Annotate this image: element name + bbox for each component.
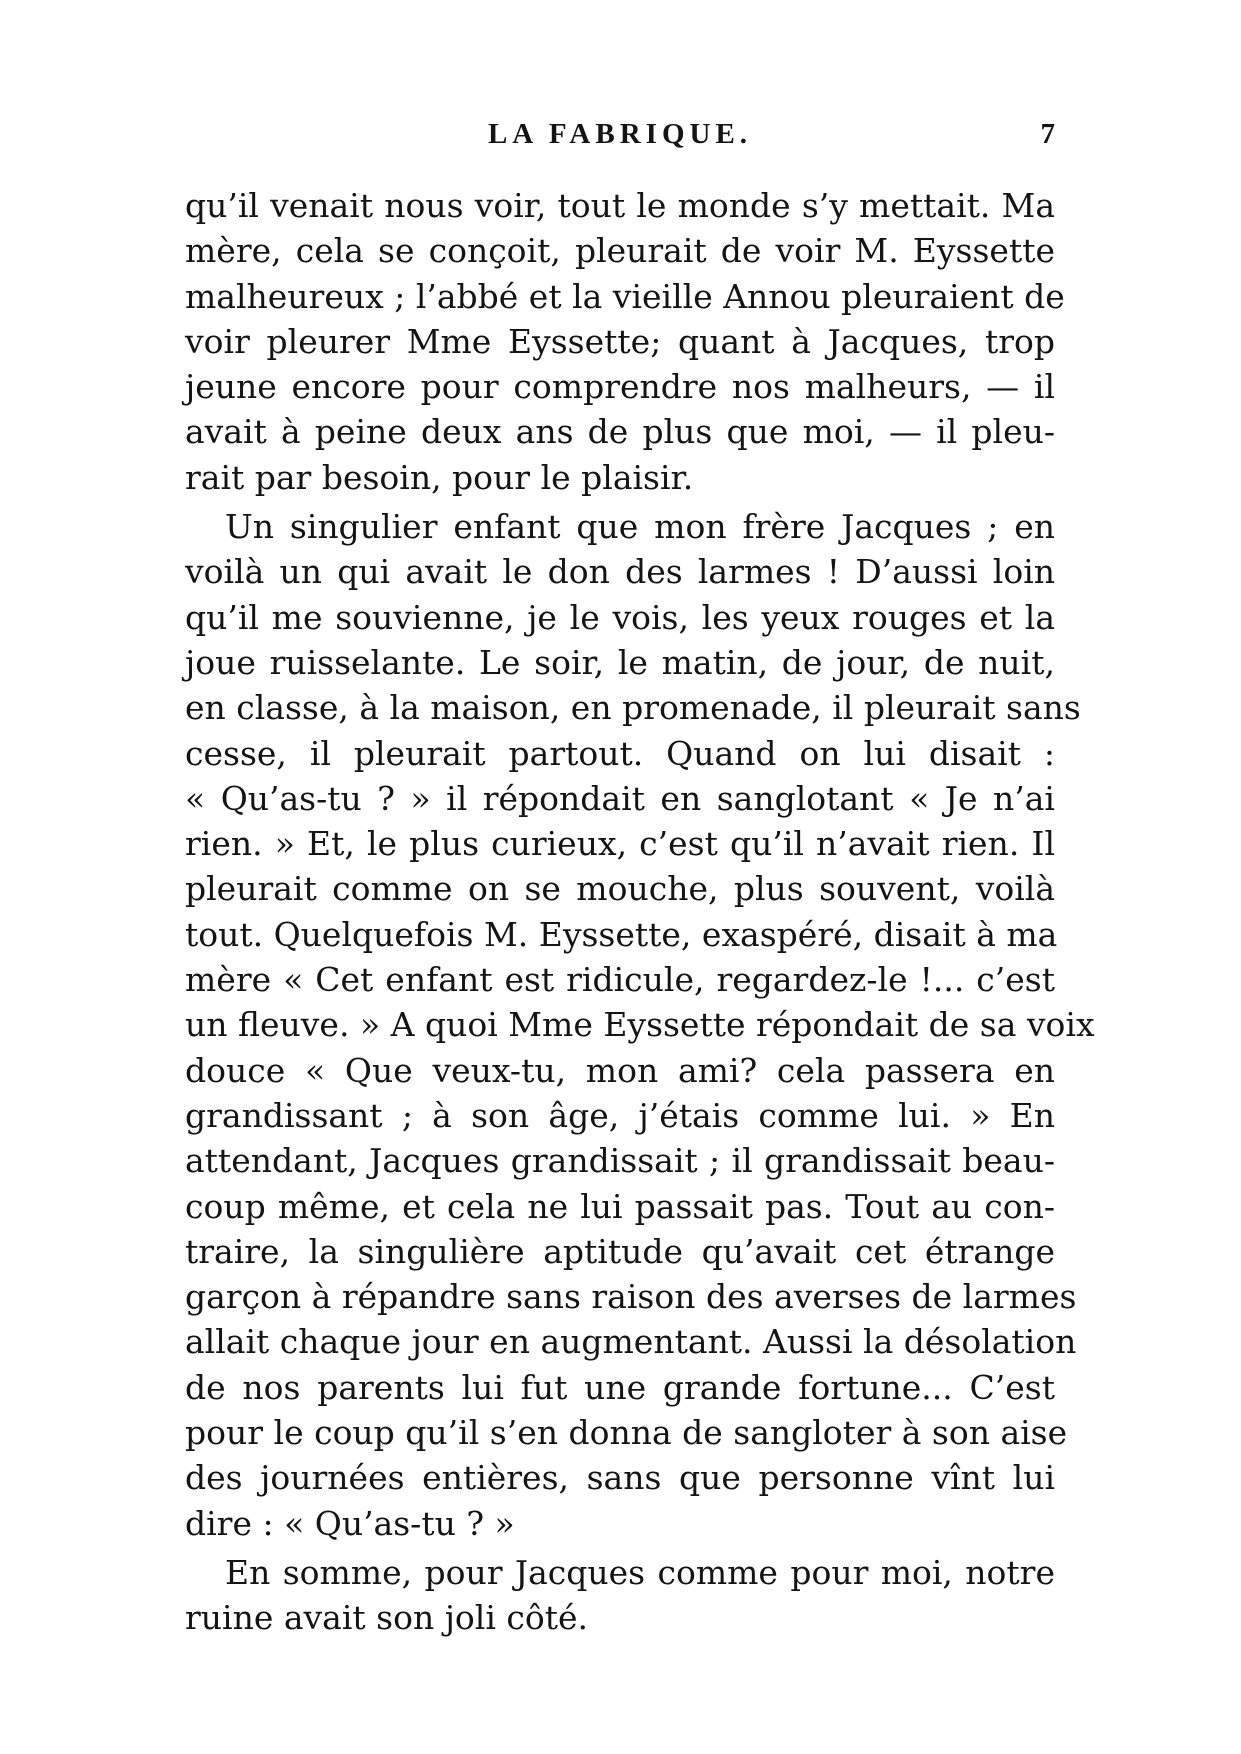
text-line: qu’il me souvienne, je le vois, les yeux rouges et la [185, 597, 1055, 637]
text-line: rien. » Et, le plus curieux, c’est qu’il n’avait rien. Il [185, 824, 1055, 864]
text-line: voir pleurer Mme Eyssette; quant à Jacques, trop [185, 321, 1055, 361]
text-line: un fleuve. » A quoi Mme Eyssette répondait de sa voix [185, 1005, 1095, 1045]
running-head [185, 118, 1055, 158]
text-line: voilà un qui avait le don des larmes ! D’aussi loin [185, 552, 1055, 592]
text-line: ruine avait son joli côté. [185, 1598, 589, 1638]
text-line: coup même, et cela ne lui passait pas. Tout au con- [185, 1186, 1055, 1226]
text-line: malheureux ; l’abbé et la vieille Annou pleuraient de [185, 276, 1065, 316]
text-line: grandissant ; à son âge, j’étais comme lui. » En [185, 1095, 1055, 1135]
text-line: mère « Cet enfant est ridicule, regardez-le !... c’est [185, 960, 1055, 1000]
text-line: allait chaque jour en augmentant. Aussi la désolation [185, 1322, 1077, 1362]
text-line: qu’il venait nous voir, tout le monde s’y mettait. Ma [185, 186, 1055, 225]
text-line: mère, cela se conçoit, pleurait de voir M. Eyssette [185, 231, 1055, 271]
text-line: cesse, il pleurait partout. Quand on lui disait : [185, 733, 1055, 773]
text-line: Un singulier enfant que mon frère Jacques ; en [225, 507, 1055, 547]
text-line: attendant, Jacques grandissait ; il grandissait beau- [185, 1141, 1055, 1181]
text-line: dire : « Qu’as-tu ? » [185, 1503, 515, 1543]
text-line: joue ruisselante. Le soir, le matin, de jour, de nuit, [185, 642, 1055, 682]
body-text [185, 183, 1095, 1641]
text-line: de nos parents lui fut une grande fortune... C’est [185, 1367, 1055, 1407]
text-line: garçon à répandre sans raison des averses de larmes [185, 1277, 1077, 1317]
text-line: En somme, pour Jacques comme pour moi, notre [225, 1552, 1055, 1592]
paragraph-2 [185, 504, 1095, 1546]
text-line: en classe, à la maison, en promenade, il pleurait sans [185, 688, 1081, 728]
text-line: jeune encore pour comprendre nos malheurs, — il [185, 367, 1055, 407]
paragraph-3 [185, 1550, 1055, 1641]
running-title: LA FABRIQUE. [487, 118, 753, 150]
text-line: pour le coup qu’il s’en donna de sangloter à son aise [185, 1413, 1068, 1453]
text-line: douce « Que veux-tu, mon ami? cela passera en [185, 1050, 1055, 1090]
text-line: tout. Quelquefois M. Eyssette, exaspéré, disait à ma [185, 914, 1058, 954]
text-line: pleurait comme on se mouche, plus souvent, voilà [185, 869, 1055, 909]
text-line: avait à peine deux ans de plus que moi, — il pleu- [185, 412, 1055, 452]
text-line: rait par besoin, pour le plaisir. [185, 457, 694, 497]
text-line: des journées entières, sans que personne vînt lui [185, 1458, 1055, 1498]
text-line: « Qu’as-tu ? » il répondait en sanglotant « Je n’ai [185, 778, 1055, 818]
text-line: traire, la singulière aptitude qu’avait cet étrange [185, 1231, 1055, 1271]
paragraph-1 [185, 183, 1065, 500]
page-number: 7 [1040, 118, 1055, 150]
